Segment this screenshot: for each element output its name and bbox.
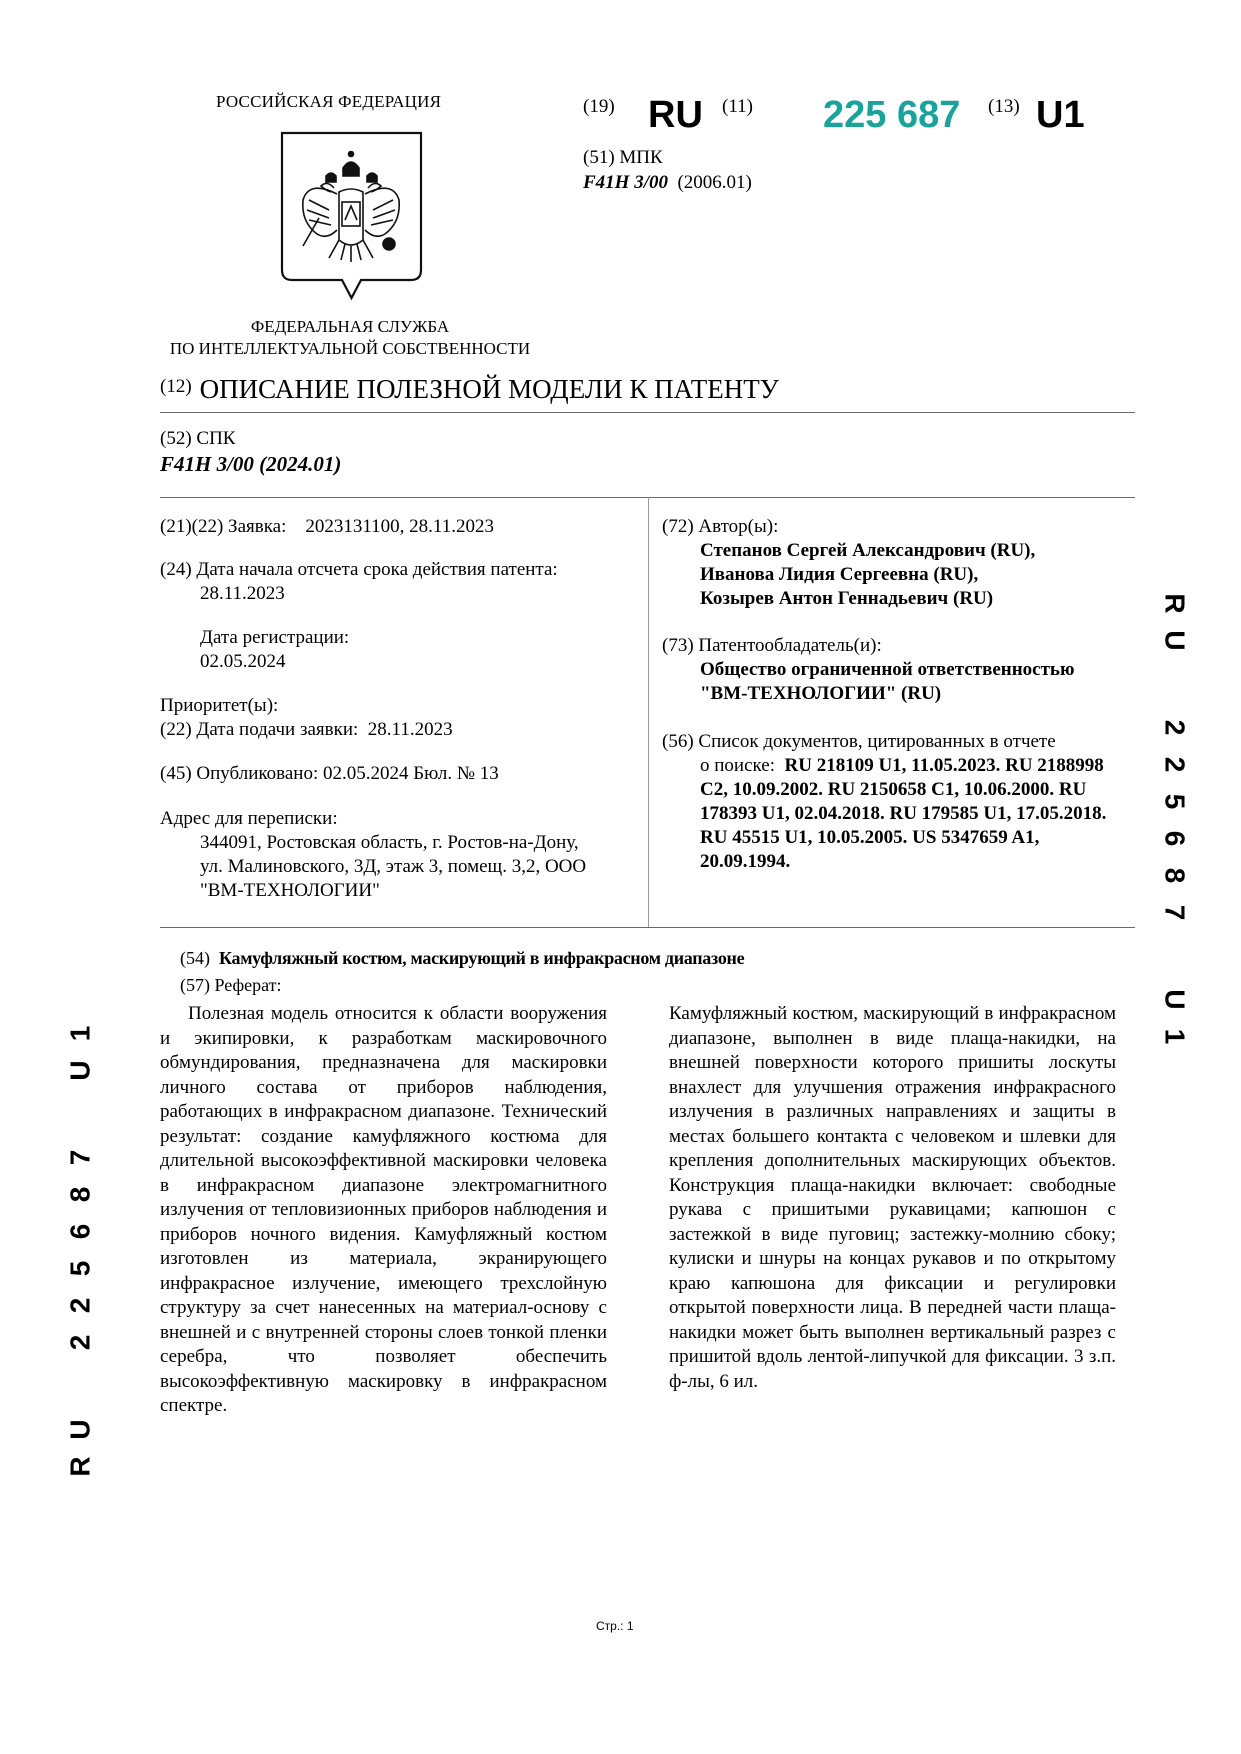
- stamp-char: 2: [64, 1334, 96, 1351]
- abstract-label: (57) Реферат:: [180, 975, 282, 995]
- divider: [160, 412, 1135, 413]
- stamp-char: U: [1159, 630, 1191, 651]
- stamp-char: 2: [64, 1297, 96, 1314]
- document-title: [160, 374, 779, 405]
- stamp-char: 2: [1159, 756, 1191, 773]
- cited-label: (56) Список документов, цитированных в отчете: [662, 731, 1056, 752]
- utility-model-title: [180, 948, 744, 969]
- address-line: 344091, Ростовская область, г. Ростов-на-Дону,: [200, 832, 579, 853]
- application-field: [160, 515, 494, 539]
- stamp-char: 7: [64, 1149, 96, 1166]
- published-field: [160, 762, 499, 786]
- application-label: (21)(22) Заявка:: [160, 516, 287, 537]
- divider: [160, 927, 1135, 928]
- stamp-char: 8: [64, 1186, 96, 1203]
- utility-model-title-text: Камуфляжный костюм, маскирующий в инфракрасном диапазоне: [219, 948, 745, 968]
- abstract-text-left: Полезная модель относится к области вооружения и экипировки, к разработкам маскировочного обмундирования, предназначена для маскировки личного состава от приборов наблюдения, работающих в инфракрасном диапазоне. Технический результат: создание камуфляжного костюма для длительной высокоэффективной маскировки человека в инфракрасном диапазоне электромагнитного излучения от тепловизионных приборов наблюдения и приборов ночного видения. Камуфляжный костюм изготовлен из материала, экранирующего инфракрасное излучение, имеющего трехслойную структуру за счет нанесенных на материал-основу с внешней и с внутренней стороны слоев тонкой пленки серебра, что позволяет обеспечить высокоэффективную маскировку в инфракрасном спектре.: [160, 1003, 607, 1416]
- agency-line-1: ФЕДЕРАЛЬНАЯ СЛУЖБА: [250, 317, 450, 336]
- term-start-value: 28.11.2023: [200, 583, 285, 604]
- cited-doc: C2, 10.09.2002. RU 2150658 C1, 10.06.2000. RU: [700, 779, 1087, 800]
- country-name: РОССИЙСКАЯ ФЕДЕРАЦИЯ: [216, 92, 442, 111]
- filing-date-field: [160, 718, 453, 742]
- published-label: (45) Опубликовано:: [160, 763, 319, 784]
- abstract-text-right: Камуфляжный костюм, маскирующий в инфракрасном диапазоне, выполнен в виде плаща-накидки, на внешней поверхности которого пришиты лоскуты внахлест для улучшения отражения инфракрасного излучения в различных направлениях и защиты в местах большего контакта с человеком и шлевки для крепления дополнительных маскирующих объектов. Конструкция плаща-накидки включает: свободные рукава с пришитыми рукавицами; капюшон с застежкой в виде пуговиц; застежку-молнию сбоку; кулиски и шнуры на концах рукавов и по открытому краю капюшона для фиксации и регулировки открытой поверхности лица. В передней части плаща-накидки может быть выполнен вертикальный разрез с пришитой вдоль лентой-липучкой для фиксации. 3 з.п. ф-лы, 6 ил.: [669, 1003, 1116, 1392]
- published-value: 02.05.2024: [323, 763, 409, 784]
- holder-name: Общество ограниченной ответственностью: [700, 659, 1075, 680]
- registration-label: Дата регистрации:: [200, 627, 350, 648]
- stamp-char: U: [1159, 989, 1191, 1010]
- stamp-char: R: [64, 1456, 96, 1477]
- document-title-text: ОПИСАНИЕ ПОЛЕЗНОЙ МОДЕЛИ К ПАТЕНТУ: [199, 374, 779, 404]
- stamp-char: 7: [1159, 904, 1191, 921]
- stamp-char: U: [64, 1419, 96, 1440]
- stamp-char: 6: [1159, 830, 1191, 847]
- stamp-char: 8: [1159, 867, 1191, 884]
- page-number: Стр.: 1: [596, 1619, 634, 1633]
- side-stamp-right: [1160, 585, 1190, 1055]
- code-54: (54): [180, 948, 210, 968]
- stamp-char: 5: [1159, 793, 1191, 810]
- stamp-char: 6: [64, 1223, 96, 1240]
- cited-doc: RU 218109 U1, 11.05.2023. RU 2188998: [784, 755, 1104, 776]
- term-start-label: (24) Дата начала отсчета срока действия патента:: [160, 559, 558, 580]
- address-line: ул. Малиновского, 3Д, этаж 3, помещ. 3,2, ООО: [200, 856, 587, 877]
- stamp-char: 2: [1159, 719, 1191, 736]
- mpk-label: (51) МПК: [583, 147, 663, 168]
- author-name: Иванова Лидия Сергеевна (RU),: [700, 564, 979, 585]
- cited-doc: RU 45515 U1, 10.05.2005. US 5347659 A1,: [700, 827, 1040, 848]
- stamp-char: 1: [64, 1025, 96, 1042]
- cited-doc: 178393 U1, 02.04.2018. RU 179585 U1, 17.05.2018.: [700, 803, 1107, 824]
- priority-label: Приоритет(ы):: [160, 695, 279, 716]
- stamp-char: R: [1159, 593, 1191, 614]
- filing-value: 28.11.2023: [367, 719, 453, 740]
- stamp-gap: [1160, 931, 1190, 981]
- holder-label: (73) Патентообладатель(и):: [662, 635, 882, 656]
- agency-name: [130, 316, 570, 360]
- stamp-char: 5: [64, 1260, 96, 1277]
- code-12: (12): [160, 376, 192, 397]
- spk-value: F41H 3/00 (2024.01): [160, 452, 342, 476]
- address-line: "ВМ-ТЕХНОЛОГИИ": [200, 880, 380, 901]
- stamp-gap: [65, 1089, 95, 1139]
- filing-label: (22) Дата подачи заявки:: [160, 719, 359, 740]
- bulletin-number: Бюл. № 13: [413, 763, 499, 784]
- registration-value: 02.05.2024: [200, 651, 286, 672]
- patent-kind: U1: [1036, 94, 1085, 136]
- mpk-value: [583, 172, 752, 194]
- side-stamp-left: [65, 1015, 95, 1485]
- patent-number: 225 687: [823, 94, 961, 136]
- holder-name: "ВМ-ТЕХНОЛОГИИ" (RU): [700, 683, 942, 704]
- application-value: 2023131100, 28.11.2023: [305, 516, 494, 537]
- mpk-version: (2006.01): [677, 172, 752, 193]
- stamp-char: 1: [1159, 1028, 1191, 1045]
- code-19: (19): [583, 96, 615, 117]
- mpk-class: F41H 3/00: [583, 172, 668, 193]
- country-code: RU: [648, 94, 703, 136]
- address-label: Адрес для переписки:: [160, 808, 338, 829]
- author-name: Степанов Сергей Александрович (RU),: [700, 540, 1036, 561]
- stamp-gap: [1160, 659, 1190, 709]
- spk-label: (52) СПК: [160, 428, 236, 449]
- cited-first-line: [645, 754, 1104, 778]
- authors-label: (72) Автор(ы):: [662, 516, 779, 537]
- stamp-gap: [65, 1361, 95, 1411]
- author-name: Козырев Антон Геннадьевич (RU): [700, 588, 994, 609]
- cited-label-cont: о поиске:: [700, 755, 775, 776]
- code-13: (13): [988, 96, 1020, 117]
- russian-coat-of-arms-icon: [279, 130, 424, 302]
- stamp-char: U: [64, 1060, 96, 1081]
- code-11: (11): [722, 96, 753, 117]
- cited-doc: 20.09.1994.: [700, 851, 791, 872]
- agency-line-2: ПО ИНТЕЛЛЕКТУАЛЬНОЙ СОБСТВЕННОСТИ: [169, 339, 531, 358]
